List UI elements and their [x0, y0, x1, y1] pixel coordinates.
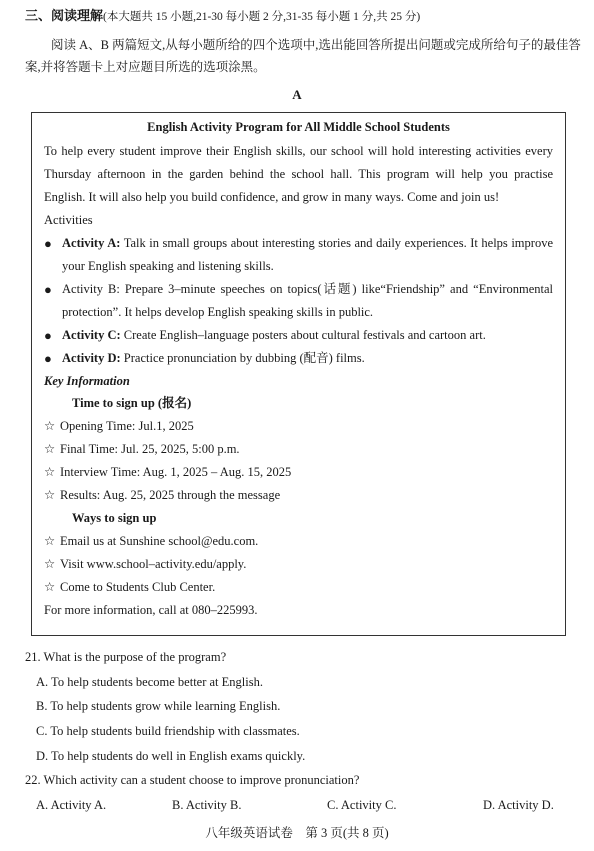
signup-way-item: ☆ Email us at Sunshine school@edu.com. [44, 530, 553, 553]
question-21 [25, 649, 581, 666]
question-number: 22. [25, 773, 41, 787]
signup-way-item: ☆ Visit www.school–activity.edu/apply. [44, 553, 553, 576]
activity-item [44, 232, 553, 278]
activity-name: Activity D: [62, 350, 121, 365]
activity-name: Activity C: [62, 327, 121, 342]
star-icon: ☆ [44, 556, 56, 571]
notice-box [31, 112, 566, 636]
question-text: Which activity can a student choose to improve pronunciation? [43, 773, 360, 787]
bullet-icon: ● [44, 327, 52, 343]
signup-time-heading: Time to sign up (报名) [72, 395, 192, 410]
instructions: 阅读 A、B 两篇短文,从每小题所给的四个选项中,选出能回答所提出问题或完成所给句子的最佳答案,并将答题卡上对应题目所选的选项涂黑。 [25, 38, 581, 74]
question-22 [25, 772, 581, 789]
option-a[interactable]: A. Activity A. [36, 798, 107, 812]
activity-item [44, 278, 553, 324]
activities-label: Activities [44, 212, 93, 227]
section-title: 三、阅读理解 [25, 8, 104, 23]
passage-letter: A [292, 87, 302, 102]
activity-name: Activity A: [62, 235, 121, 250]
question-number: 21. [25, 650, 41, 664]
page-footer: 八年级英语试卷 第 3 页(共 8 页) [205, 826, 389, 840]
star-icon: ☆ [44, 533, 56, 548]
activity-text: Practice pronunciation by dubbing (配音) films. [123, 350, 365, 365]
option-d[interactable]: D. To help students do well in English exams quickly. [36, 749, 306, 763]
star-icon: ☆ [44, 418, 56, 433]
option-d[interactable]: D. Activity D. [483, 798, 554, 812]
activity-text: Activity B: Prepare 3–minute speeches on topics(话题) like“Friendship” and “Environmental protection”. It helps develop English speaking skills in public. [62, 281, 553, 319]
notice-paragraph: To help every student improve their English skills, our school will hold interesting activities every Thursday afternoon in the garden behind the school hall. This program will help you practise English. It will also help you build confidence, and grow in many ways. Come and join us! [44, 143, 553, 204]
star-icon: ☆ [44, 487, 56, 502]
signup-time-item: ☆ Opening Time: Jul.1, 2025 [44, 415, 553, 438]
activity-text: Talk in small groups about interesting stories and daily experiences. It helps improve your English speaking and listening skills. [62, 235, 553, 273]
activity-text: Create English–language posters about cultural festivals and cartoon art. [123, 327, 486, 342]
key-info-label: Key Information [44, 373, 130, 388]
option-a[interactable]: A. To help students become better at English. [36, 675, 263, 689]
signup-time-item: ☆ Final Time: Jul. 25, 2025, 5:00 p.m. [44, 438, 553, 461]
bullet-icon: ● [44, 281, 52, 297]
bullet-icon: ● [44, 350, 52, 366]
section-rules: (本大题共 15 小题,21-30 每小题 2 分,31-35 每小题 1 分,共 25 分) [103, 11, 421, 23]
option-b[interactable]: B. To help students grow while learning English. [36, 699, 281, 713]
signup-time-item: ☆ Interview Time: Aug. 1, 2025 – Aug. 15, 2025 [44, 461, 553, 484]
question-text: What is the purpose of the program? [43, 650, 227, 664]
signup-ways-heading: Ways to sign up [72, 510, 157, 525]
signup-way-item: ☆ Come to Students Club Center. [44, 576, 553, 599]
activity-item [44, 347, 553, 370]
star-icon: ☆ [44, 441, 56, 456]
activity-item [44, 324, 553, 347]
bullet-icon: ● [44, 235, 52, 251]
signup-time-item: ☆ Results: Aug. 25, 2025 through the message [44, 484, 553, 507]
section-heading [25, 7, 420, 26]
notice-title: English Activity Program for All Middle School Students [147, 120, 450, 134]
option-c[interactable]: C. Activity C. [327, 798, 397, 812]
option-b[interactable]: B. Activity B. [172, 798, 242, 812]
more-info: For more information, call at 080–225993. [44, 602, 258, 617]
star-icon: ☆ [44, 464, 56, 479]
option-c[interactable]: C. To help students build friendship with classmates. [36, 724, 300, 738]
star-icon: ☆ [44, 579, 56, 594]
